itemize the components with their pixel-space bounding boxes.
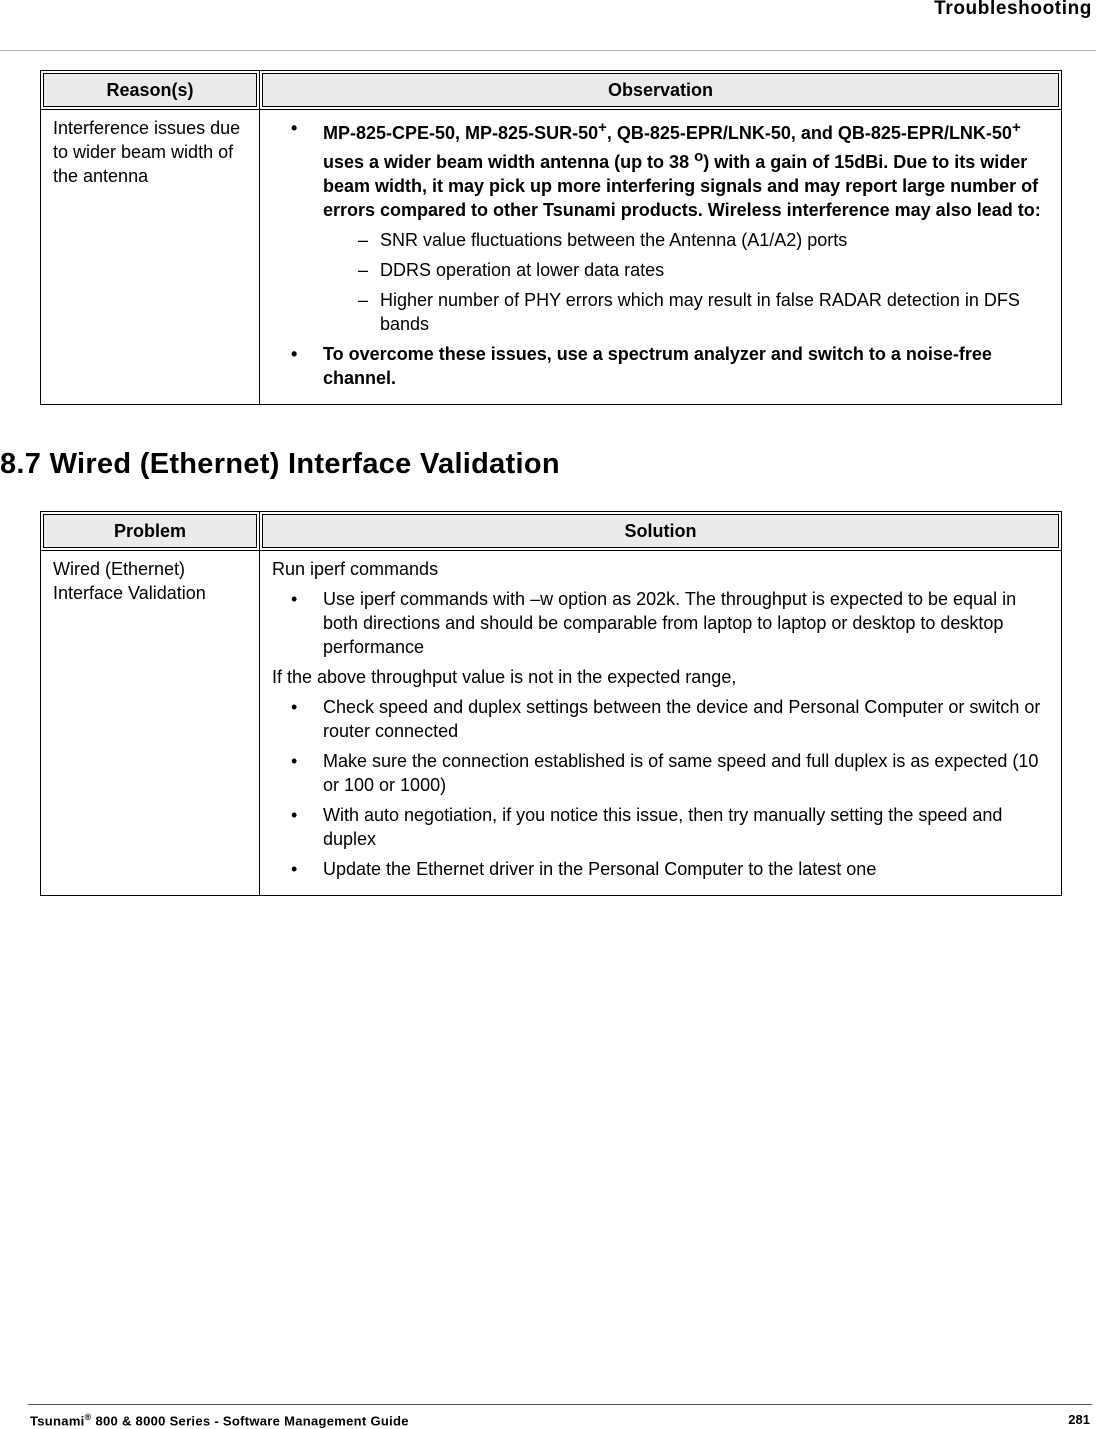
solution-checks-list (272, 695, 1049, 881)
footer-document-title: Tsunami® 800 & 8000 Series - Software Management Guide (30, 1412, 409, 1429)
problem-cell: Wired (Ethernet) Interface Validation (41, 551, 260, 896)
solution-cell (260, 551, 1062, 896)
list-item: • Update the Ethernet driver in the Personal Computer to the latest one (272, 857, 1049, 881)
header-divider (0, 50, 1096, 51)
footer-divider (28, 1404, 1092, 1405)
page-number: 281 (1068, 1412, 1090, 1427)
reason-cell: Interference issues due to wider beam width of the antenna (41, 110, 260, 405)
list-item: • Check speed and duplex settings between the device and Personal Computer or switch or router connected (272, 695, 1049, 743)
observation-cell (260, 110, 1062, 405)
section-heading: 8.7 Wired (Ethernet) Interface Validation (0, 448, 560, 480)
column-header-reasons: Reason(s) (41, 71, 260, 110)
sub-list-item: – DDRS operation at lower data rates (323, 258, 1049, 282)
list-item: • With auto negotiation, if you notice this issue, then try manually setting the speed and duplex (272, 803, 1049, 851)
sub-list (323, 228, 1049, 336)
column-header-observation: Observation (260, 71, 1062, 110)
running-header-title: Troubleshooting (934, 0, 1092, 19)
table-header-row (41, 512, 1062, 551)
sub-list-item: – Higher number of PHY errors which may result in false RADAR detection in DFS bands (323, 288, 1049, 336)
reasons-observation-table (40, 70, 1062, 405)
list-item: • Make sure the connection established is of same speed and full duplex is as expected (10 or 100 or 1000) (272, 749, 1049, 797)
sub-list-item: – SNR value fluctuations between the Antenna (A1/A2) ports (323, 228, 1049, 252)
problem-solution-table (40, 511, 1062, 896)
table-row (41, 551, 1062, 896)
list-item: • MP-825-CPE-50, MP-825-SUR-50+, QB-825-EPR/LNK-50, and QB-825-EPR/LNK-50+ uses a wider beam width antenna (up to 38 $^o$) with a gain of 15dBi. Due to its wider beam width, it may pick up more interfering signals and may report large number of errors compared to other Tsunami products. Wireless interference may also lead to: – SNR value fluctuations between the Antenna (A1/A2) ports – DDRS operation at lower data rates – Higher number of PHY errors which may result in false RADAR detection in DFS bands (272, 116, 1049, 336)
observation-list (272, 116, 1049, 390)
list-item: • Use iperf commands with –w option as 202k. The throughput is expected to be equal in both directions and should be comparable from laptop to laptop or desktop to desktop performance (272, 587, 1049, 659)
column-header-solution: Solution (260, 512, 1062, 551)
table-header-row (41, 71, 1062, 110)
solution-list (272, 587, 1049, 659)
solution-condition: If the above throughput value is not in the expected range, (272, 667, 737, 687)
column-header-problem: Problem (41, 512, 260, 551)
list-item: • To overcome these issues, use a spectrum analyzer and switch to a noise-free channel. (272, 342, 1049, 390)
table-row (41, 110, 1062, 405)
solution-intro: Run iperf commands (272, 559, 439, 579)
